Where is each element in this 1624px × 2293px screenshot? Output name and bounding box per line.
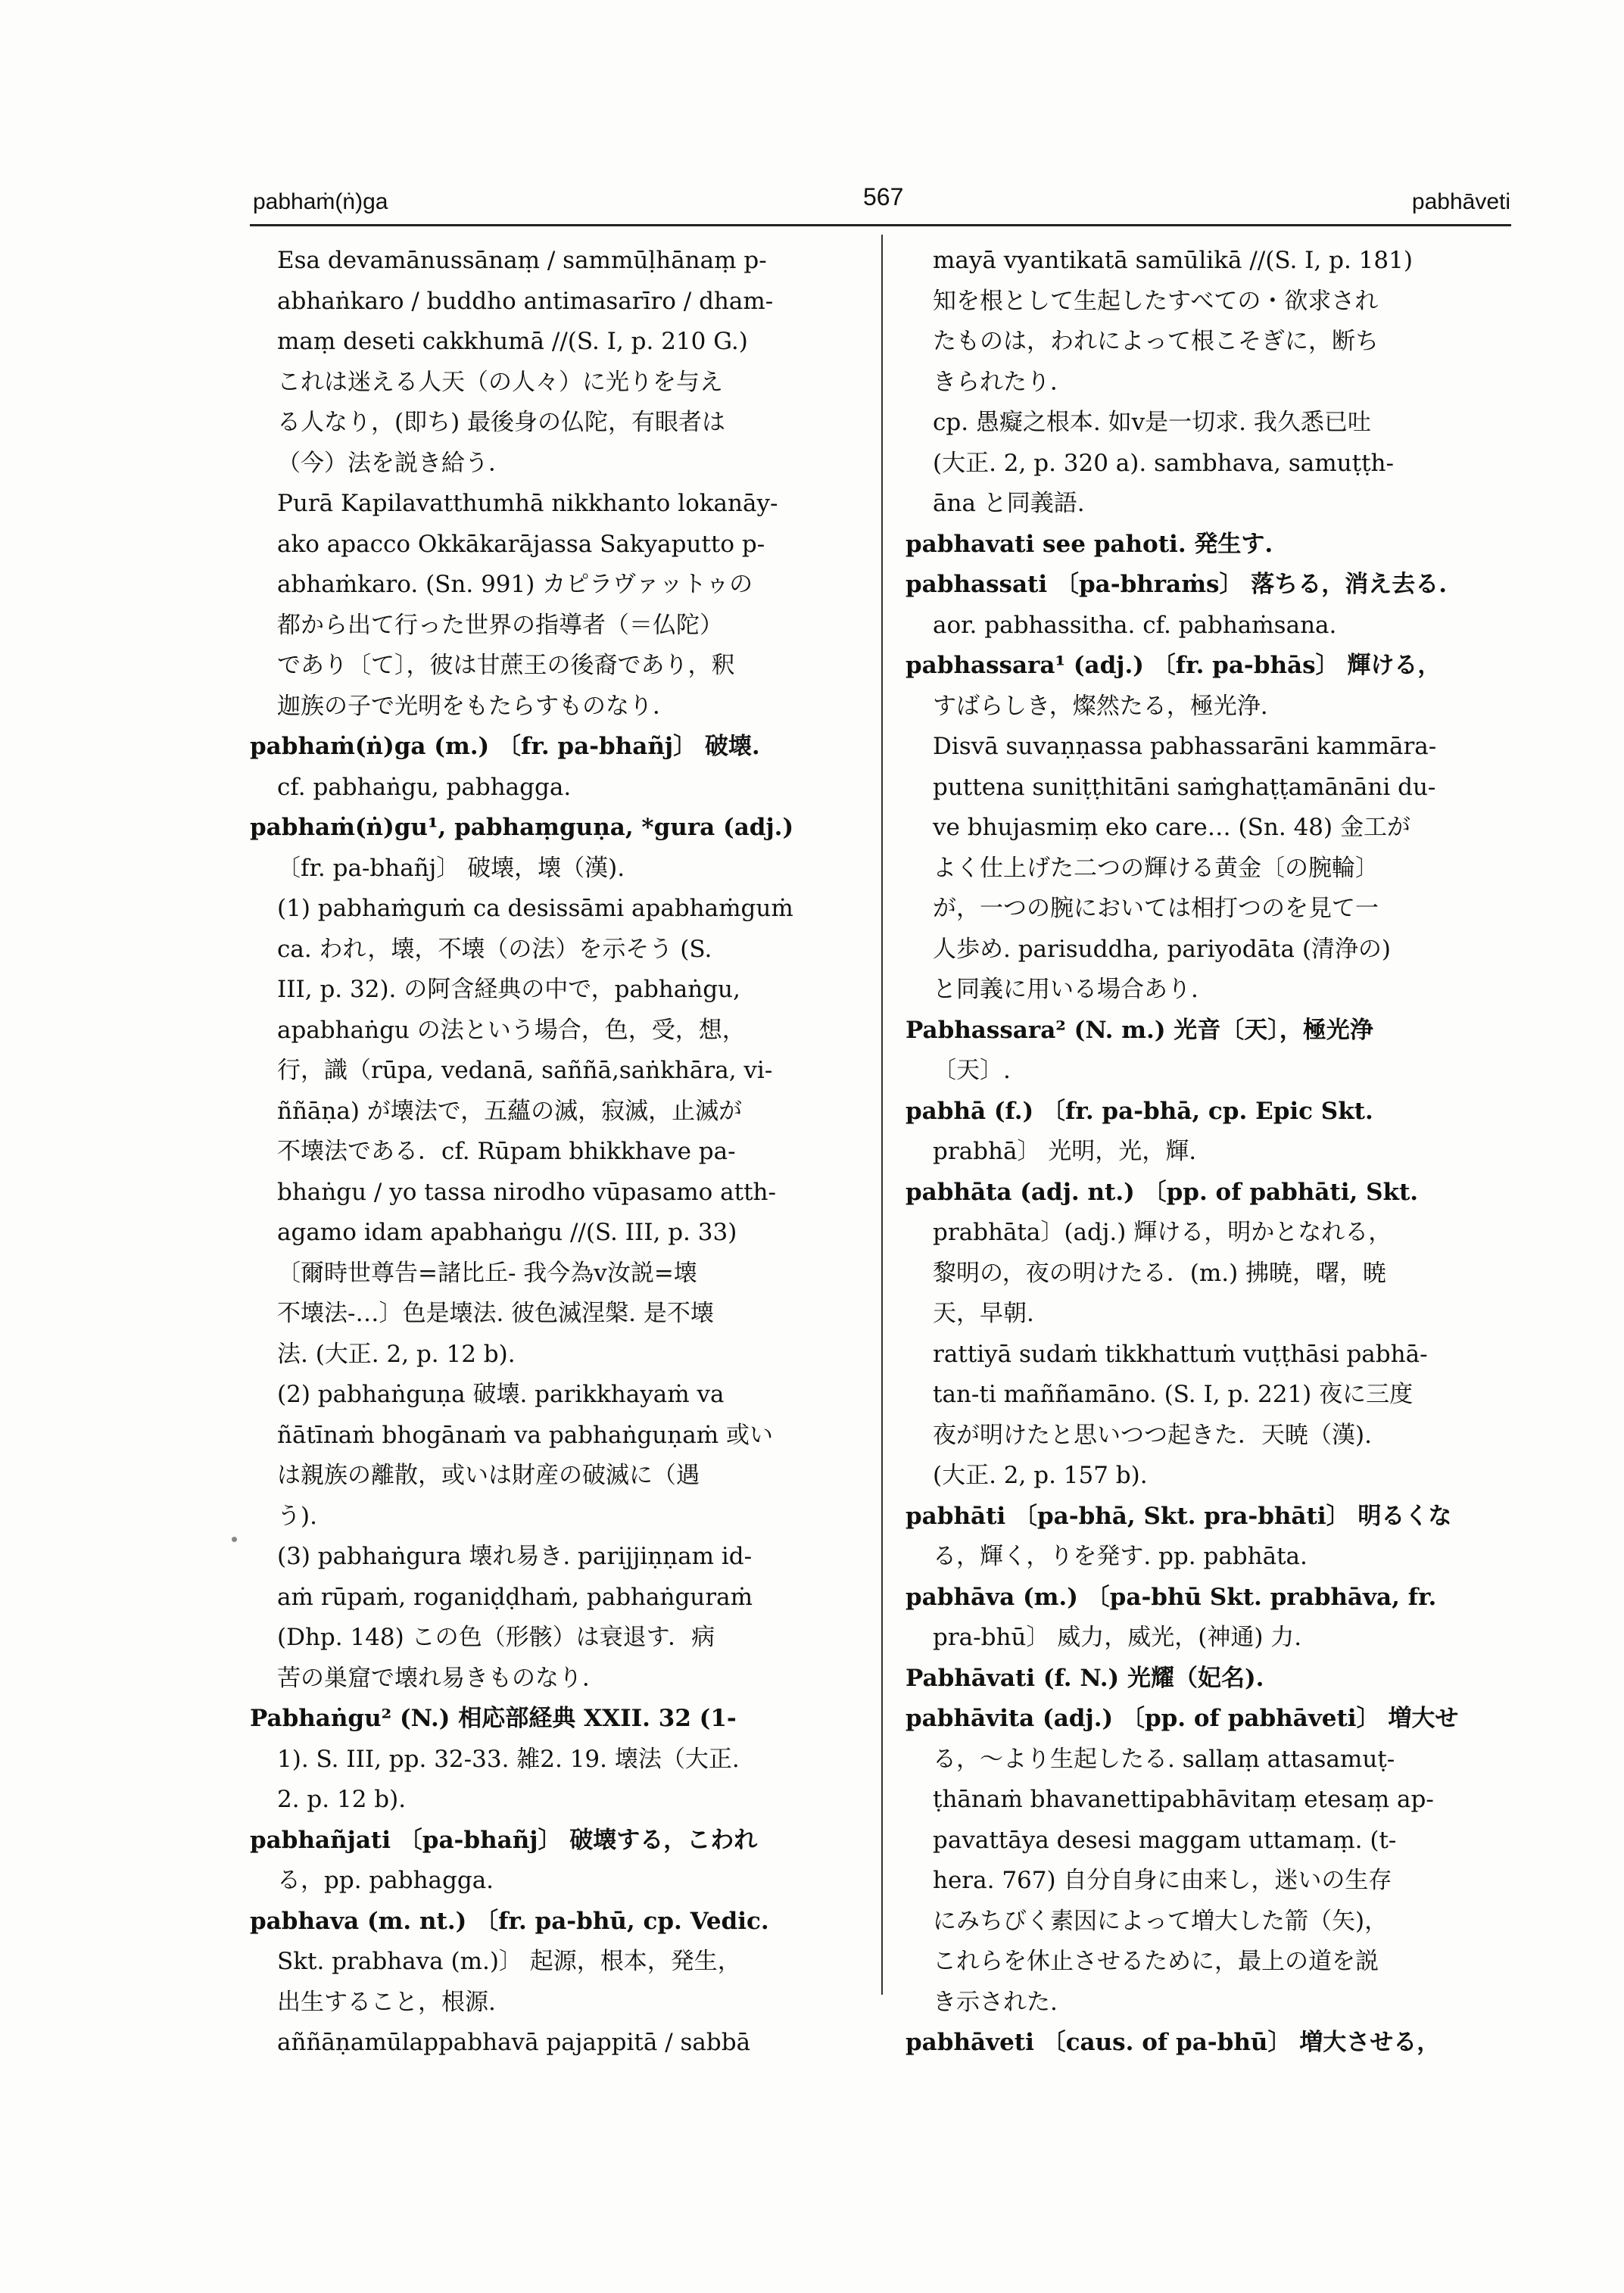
text-line: ve bhujasmiṃ eko care… (Sn. 48) 金工が xyxy=(933,814,1410,841)
text-line: 1). S. III, pp. 32-33. 雑2. 19. 壊法（大正. xyxy=(277,1745,740,1773)
right-column xyxy=(906,241,1511,2064)
text-line: 黎明の，夜の明けたる．(m.) 拂暁，曙，暁 xyxy=(933,1259,1387,1287)
text-line: pra-bhū〕 威力，威光，(神通) 力. xyxy=(933,1624,1302,1651)
text-line: 〔爾時世尊告=諸比丘- 我今為v汝説=壊 xyxy=(277,1259,697,1287)
text-line: る，pp. pabhagga. xyxy=(277,1867,494,1894)
text-line: る，輝く，りを発す. pp. pabhāta. xyxy=(933,1543,1308,1570)
scan-speck xyxy=(232,1537,237,1542)
text-line: aṁ rūpaṁ, roganiḍḍhaṁ, pabhaṅguraṁ xyxy=(277,1583,753,1611)
text-line: る，～より生起したる. sallaṃ attasamuṭ- xyxy=(933,1745,1395,1773)
text-line: 不壊法-…〕色是壊法. 彼色滅涅槃. 是不壊 xyxy=(277,1300,714,1327)
text-line: bhaṅgu / yo tassa nirodho vūpasamo atth- xyxy=(277,1178,776,1206)
text-line: 行，識（rūpa, vedanā, saññā,saṅkhāra, vi- xyxy=(277,1057,773,1084)
text-line: 苦の巣窟で壊れ易きものなり． xyxy=(277,1664,606,1692)
entry-headword-line: pabhassati 〔pa-bhraṁs〕 落ちる，消え去る. xyxy=(906,571,1448,598)
text-line: よく仕上げた二つの輝ける黄金〔の腕輪〕 xyxy=(933,854,1379,882)
entry-headword-line: pabhassara¹ (adj.) 〔fr. pa-bhās〕 輝ける， xyxy=(906,652,1442,679)
text-line: (2) pabhaṅguṇa 破壊. parikkhayaṁ va xyxy=(277,1381,725,1408)
text-line: う). xyxy=(277,1502,317,1530)
text-line: apabhaṅgu の法という場合，色，受，想， xyxy=(277,1016,746,1044)
text-line: これらを休止させるために，最上の道を説 xyxy=(933,1948,1379,1975)
page-header xyxy=(0,183,1624,226)
text-line: (1) pabhaṁguṁ ca desissāmi apabhaṁguṁ xyxy=(277,895,793,922)
text-line: ññāṇa) が壊法で，五蘊の滅，寂滅，止滅が xyxy=(277,1097,743,1125)
text-line: mayā vyantikatā samūlikā //(S. I, p. 181) xyxy=(933,247,1413,274)
text-line: (大正. 2, p. 157 b). xyxy=(933,1462,1148,1489)
text-line: 夜が明けたと思いつつ起きた．天暁（漢). xyxy=(933,1421,1372,1449)
running-head-left: pabhaṁ(ṅ)ga xyxy=(253,189,388,214)
text-line: ṭhānaṁ bhavanettipabhāvitaṃ etesaṃ ap- xyxy=(933,1786,1434,1813)
text-line: III, p. 32). の阿含経典の中で，pabhaṅgu, xyxy=(277,976,740,1003)
text-line: 知を根として生起したすべての・欲求され xyxy=(933,287,1379,315)
text-line: は親族の離散，或いは財産の破滅に（遇 xyxy=(277,1462,700,1489)
text-line: agamo idam apabhaṅgu //(S. III, p. 33) xyxy=(277,1219,737,1246)
text-line: すばらしき，燦然たる，極光浄. xyxy=(933,692,1268,720)
text-line: (大正. 2, p. 320 a). sambhava, samuṭṭh- xyxy=(933,449,1394,477)
text-line: āna と同義語. xyxy=(933,490,1085,517)
text-line: 法. (大正. 2, p. 12 b). xyxy=(277,1340,516,1368)
text-line: prabhāta〕(adj.) 輝ける，明かとなれる， xyxy=(933,1219,1392,1246)
text-line: ako apacco Okkākarājassa Sakyaputto p- xyxy=(277,530,765,558)
text-line: Skt. prabhava (m.)〕 起源，根本，発生， xyxy=(277,1948,741,1975)
column-divider xyxy=(881,235,883,1995)
text-line: abhaṅkaro / buddho antimasarīro / dham- xyxy=(277,287,774,315)
entry-headword-line: pabhā (f.) 〔fr. pa-bhā, cp. Epic Skt. xyxy=(906,1097,1373,1125)
entry-headword-line: Pabhaṅgu² (N.) 相応部経典 XXII. 32 (1- xyxy=(250,1705,737,1732)
entry-headword-line: Pabhassara² (N. m.) 光音〔天〕，極光浄 xyxy=(906,1016,1373,1044)
text-line: 〔天〕. xyxy=(933,1057,1011,1084)
text-line: 迦族の子で光明をもたらすものなり． xyxy=(277,692,676,720)
text-line: tan-ti maññamāno. (S. I, p. 221) 夜に三度 xyxy=(933,1381,1414,1408)
page-number: 567 xyxy=(863,183,904,210)
entry-headword-line: pabhañjati 〔pa-bhañj〕 破壊する，こわれ xyxy=(250,1826,758,1854)
text-line: ñātīnaṁ bhogānaṁ va pabhaṅguṇaṁ 或い xyxy=(277,1421,773,1449)
entry-headword-line: pabhavati see pahoti. 発生す. xyxy=(906,530,1273,558)
entry-headword-line: pabhāva (m.) 〔pa-bhū Skt. prabhāva, fr. xyxy=(906,1583,1437,1611)
text-line: (Dhp. 148) この色（形骸）は衰退す．病 xyxy=(277,1624,715,1651)
text-line: これは迷える人天（の人々）に光りを与え xyxy=(277,368,723,396)
text-line: (3) pabhaṅgura 壊れ易き. parijjiṇṇam id- xyxy=(277,1543,753,1570)
entry-headword-line: pabhāveti 〔caus. of pa-bhū〕 増大させる， xyxy=(906,2029,1441,2056)
left-column xyxy=(250,241,871,2064)
text-line: abhaṁkaro. (Sn. 991) カピラヴァットゥの xyxy=(277,571,753,598)
text-line: たものは，われによって根こそぎに，断ち xyxy=(933,328,1379,355)
text-line: Esa devamānussānaṃ / sammūḷhānaṃ p- xyxy=(277,247,767,274)
text-line: aor. pabhassitha. cf. pabhaṁsana. xyxy=(933,611,1337,639)
text-line: puttena suniṭṭhitāni saṁghaṭṭamānāni du- xyxy=(933,773,1436,801)
text-line: 都から出て行った世界の指導者（＝仏陀） xyxy=(277,611,723,639)
text-line: ca. われ，壊，不壊（の法）を示そう (S. xyxy=(277,935,712,963)
entry-headword-line: pabhāta (adj. nt.) 〔pp. of pabhāti, Skt. xyxy=(906,1178,1419,1206)
text-line: 2. p. 12 b). xyxy=(277,1786,407,1813)
text-line: maṃ deseti cakkhumā //(S. I, p. 210 G.) xyxy=(277,328,748,355)
header-rule xyxy=(250,224,1511,226)
text-line: にみちびく素因によって増大した箭（矢)， xyxy=(933,1907,1389,1935)
text-line: Purā Kapilavatthumhā nikkhanto lokanāy- xyxy=(277,490,778,517)
entry-headword-line: pabhaṁ(ṅ)ga (m.) 〔fr. pa-bhañj〕 破壊. xyxy=(250,733,760,760)
text-line: き示された. xyxy=(933,1988,1058,2016)
entry-headword-line: pabhaṁ(ṅ)gu¹, pabhaṃguṇa, *gura (adj.) xyxy=(250,814,794,841)
text-line: と同義に用いる場合あり. xyxy=(933,976,1199,1003)
text-line: cf. pabhaṅgu, pabhagga. xyxy=(277,773,572,801)
text-line: であり〔て〕，彼は甘蔗王の後裔であり，釈 xyxy=(277,652,735,679)
text-line: rattiyā sudaṁ tikkhattuṁ vuṭṭhāsi pabhā- xyxy=(933,1340,1428,1368)
text-line: が，一つの腕においては相打つのを見て一 xyxy=(933,895,1379,922)
text-line: Disvā suvaṇṇassa pabhassarāni kammāra- xyxy=(933,733,1437,760)
text-line: る人なり，(即ち) 最後身の仏陀，有眼者は xyxy=(277,409,726,436)
text-line: きられたり． xyxy=(933,368,1074,396)
text-line: hera. 767) 自分自身に由来し，迷いの生存 xyxy=(933,1867,1392,1894)
entry-headword-line: pabhava (m. nt.) 〔fr. pa-bhū, cp. Vedic. xyxy=(250,1907,769,1935)
text-line: 不壊法である．cf. Rūpam bhikkhave pa- xyxy=(277,1138,736,1165)
entry-headword-line: pabhāvita (adj.) 〔pp. of pabhāveti〕 増大せ xyxy=(906,1705,1459,1732)
text-line: prabhā〕 光明，光，輝. xyxy=(933,1138,1197,1165)
text-line: 〔fr. pa-bhañj〕 破壊，壊（漢). xyxy=(277,854,625,882)
entry-headword-line: Pabhāvati (f. N.) 光耀（妃名). xyxy=(906,1664,1264,1692)
running-head-right: pabhāveti xyxy=(1411,189,1510,214)
text-line: 天，早朝. xyxy=(933,1300,1034,1327)
text-line: aññāṇamūlappabhavā pajappitā / sabbā xyxy=(277,2029,751,2056)
text-line: cp. 愚癡之根本. 如v是一切求. 我久悉已吐 xyxy=(933,409,1371,436)
text-line: pavattāya desesi maggam uttamaṃ. (t- xyxy=(933,1826,1397,1854)
text-line: （今）法を説き給う． xyxy=(277,449,512,477)
text-line: 人歩め. parisuddha, pariyodāta (清浄の) xyxy=(933,935,1392,963)
entry-headword-line: pabhāti 〔pa-bhā, Skt. pra-bhāti〕 明るくな xyxy=(906,1502,1452,1530)
text-line: 出生すること，根源. xyxy=(277,1988,496,2016)
